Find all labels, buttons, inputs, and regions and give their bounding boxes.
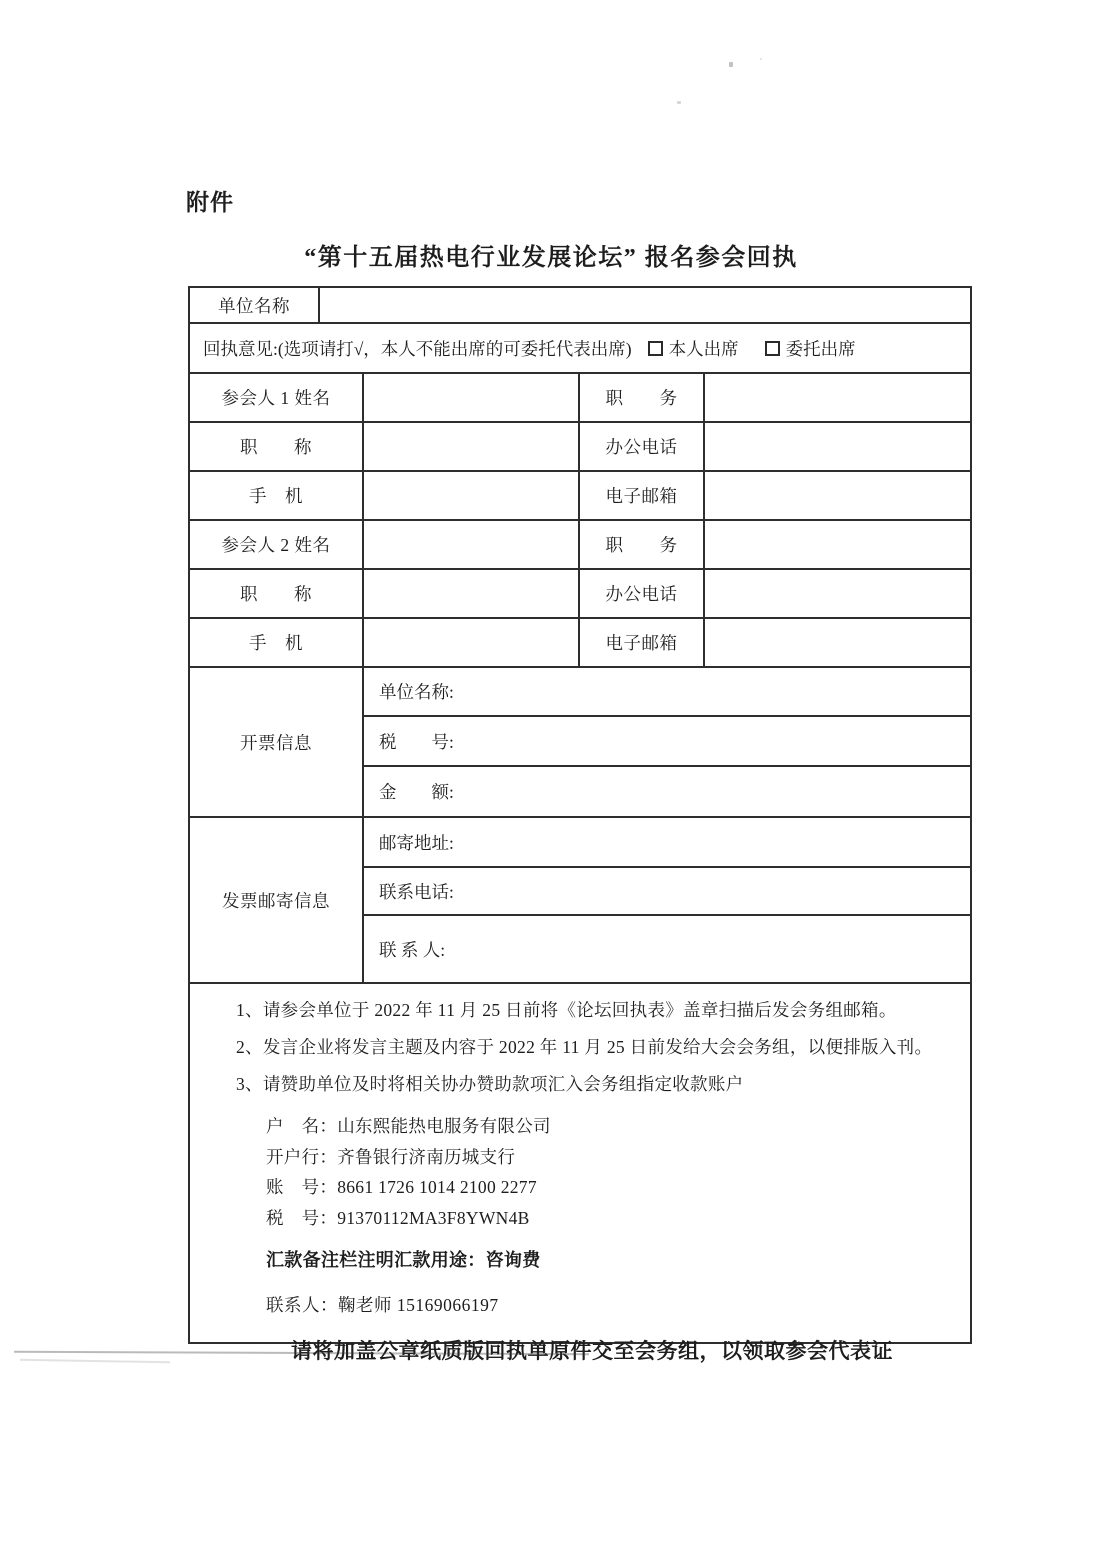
bank-account-name-line xyxy=(266,1111,948,1142)
participant1-mobile-row xyxy=(190,472,970,521)
mailing-contact-row xyxy=(364,916,970,982)
final-instruction: 请将加盖公章纸质版回执单原件交至会务组，以领取参会代表证 xyxy=(291,1340,893,1363)
participant1-mobile-value-cell xyxy=(364,472,580,519)
participant1-name-value-cell xyxy=(364,374,580,421)
note-item-3: 3、请赞助单位及时将相关协办赞助款项汇入会务组指定收款账户 xyxy=(236,1074,744,1094)
option-attend-delegate-label: 委托出席 xyxy=(785,338,856,359)
note-item-2: 2、发言企业将发言主题及内容于 2022 年 11 月 25 日前发给大会会务组，以便排版入刊。 xyxy=(236,1037,933,1057)
bank-account-name-value: 山东熙能热电服务有限公司 xyxy=(337,1116,551,1136)
scan-speck xyxy=(677,101,681,104)
notes-section xyxy=(190,984,970,1363)
participant1-name-label: 参会人 1 姓名 xyxy=(190,374,364,421)
scan-speck xyxy=(760,58,762,60)
unit-name-label: 单位名称 xyxy=(190,288,320,322)
scan-speck xyxy=(729,62,733,67)
bank-tax-number-value: 91370112MA3F8YWN4B xyxy=(337,1207,530,1228)
participant1-email-label: 电子邮箱 xyxy=(580,472,705,519)
scan-artifact-line xyxy=(20,1359,170,1364)
participant2-email-label: 电子邮箱 xyxy=(580,619,705,666)
bank-account-number-value: 8661 1726 1014 2100 2277 xyxy=(337,1177,537,1197)
participant2-name-label: 参会人 2 姓名 xyxy=(190,521,364,568)
invoice-amount-label: 金 额: xyxy=(379,782,454,802)
participant2-mobile-value-cell xyxy=(364,619,580,666)
checkbox-attend-self-icon xyxy=(648,341,663,356)
mailing-info-section xyxy=(190,818,970,984)
bank-branch-value: 齐鲁银行济南历城支行 xyxy=(337,1146,516,1167)
participant2-position-value-cell xyxy=(705,521,970,568)
participant1-name-row xyxy=(190,374,970,423)
participant1-title-label: 职 称 xyxy=(190,423,364,470)
participant2-mobile-row xyxy=(190,619,970,668)
participant2-office-phone-value-cell xyxy=(705,570,970,617)
invoice-tax-number-row xyxy=(364,717,970,767)
checkbox-attend-delegate-icon xyxy=(765,341,780,356)
participant1-office-phone-label: 办公电话 xyxy=(580,423,705,470)
invoice-info-section xyxy=(190,668,970,818)
participant1-title-row xyxy=(190,423,970,472)
invoice-tax-number-label: 税 号: xyxy=(379,731,454,752)
participant1-mobile-label: 手 机 xyxy=(190,472,364,519)
unit-name-row xyxy=(190,288,970,324)
invoice-info-section-label: 开票信息 xyxy=(190,668,364,816)
participant2-email-value-cell xyxy=(705,619,970,666)
participant2-title-label: 职 称 xyxy=(190,570,364,617)
registration-form-table xyxy=(188,286,972,1363)
remittance-note: 汇款备注栏注明汇款用途：咨询费 xyxy=(266,1250,541,1270)
invoice-amount-row xyxy=(364,767,970,816)
contact-line: 联系人：鞠老师 15169066197 xyxy=(266,1295,499,1315)
bank-account-name-label: 户 名： xyxy=(266,1116,338,1136)
participant2-name-row xyxy=(190,521,970,570)
bank-account-number-label: 账 号： xyxy=(266,1177,338,1197)
participant2-title-row xyxy=(190,570,970,619)
reply-opinion-row xyxy=(190,324,970,374)
participant1-position-value-cell xyxy=(705,374,970,421)
page-title: “第十五届热电行业发展论坛” 报名参会回执 xyxy=(304,245,798,271)
option-attend-self xyxy=(648,336,739,361)
note-item-1: 1、请参会单位于 2022 年 11 月 25 日前将《论坛回执表》盖章扫描后发会务组邮箱。 xyxy=(236,1000,897,1020)
unit-name-value-cell xyxy=(320,288,970,322)
bank-tax-number-label: 税 号： xyxy=(266,1207,338,1228)
participant1-title-value-cell xyxy=(364,423,580,470)
bank-tax-number-line xyxy=(266,1203,948,1234)
participant2-office-phone-label: 办公电话 xyxy=(580,570,705,617)
mailing-address-row xyxy=(364,818,970,868)
participant1-email-value-cell xyxy=(705,472,970,519)
mailing-phone-row xyxy=(364,868,970,916)
participant2-position-label: 职 务 xyxy=(580,521,705,568)
attachment-label: 附件 xyxy=(186,190,234,215)
participant2-mobile-label: 手 机 xyxy=(190,619,364,666)
participant2-title-value-cell xyxy=(364,570,580,617)
participant1-position-label: 职 务 xyxy=(580,374,705,421)
participant2-name-value-cell xyxy=(364,521,580,568)
option-attend-self-label: 本人出席 xyxy=(668,338,739,359)
participant1-office-phone-value-cell xyxy=(705,423,970,470)
reply-opinion-label: 回执意见:(选项请打√，本人不能出席的可委托代表出席) xyxy=(203,338,632,359)
mailing-info-section-label: 发票邮寄信息 xyxy=(190,818,364,982)
invoice-unit-name-label: 单位名称: xyxy=(379,682,454,702)
bank-details-block xyxy=(266,1111,948,1233)
bank-branch-line xyxy=(266,1142,948,1173)
invoice-unit-name-row xyxy=(364,668,970,717)
mailing-address-label: 邮寄地址: xyxy=(379,832,454,853)
bank-branch-label: 开户行： xyxy=(266,1146,338,1167)
mailing-contact-label: 联 系 人: xyxy=(379,939,446,960)
mailing-phone-label: 联系电话: xyxy=(379,881,454,902)
option-attend-delegate xyxy=(765,336,856,361)
bank-account-number-line xyxy=(266,1172,948,1203)
